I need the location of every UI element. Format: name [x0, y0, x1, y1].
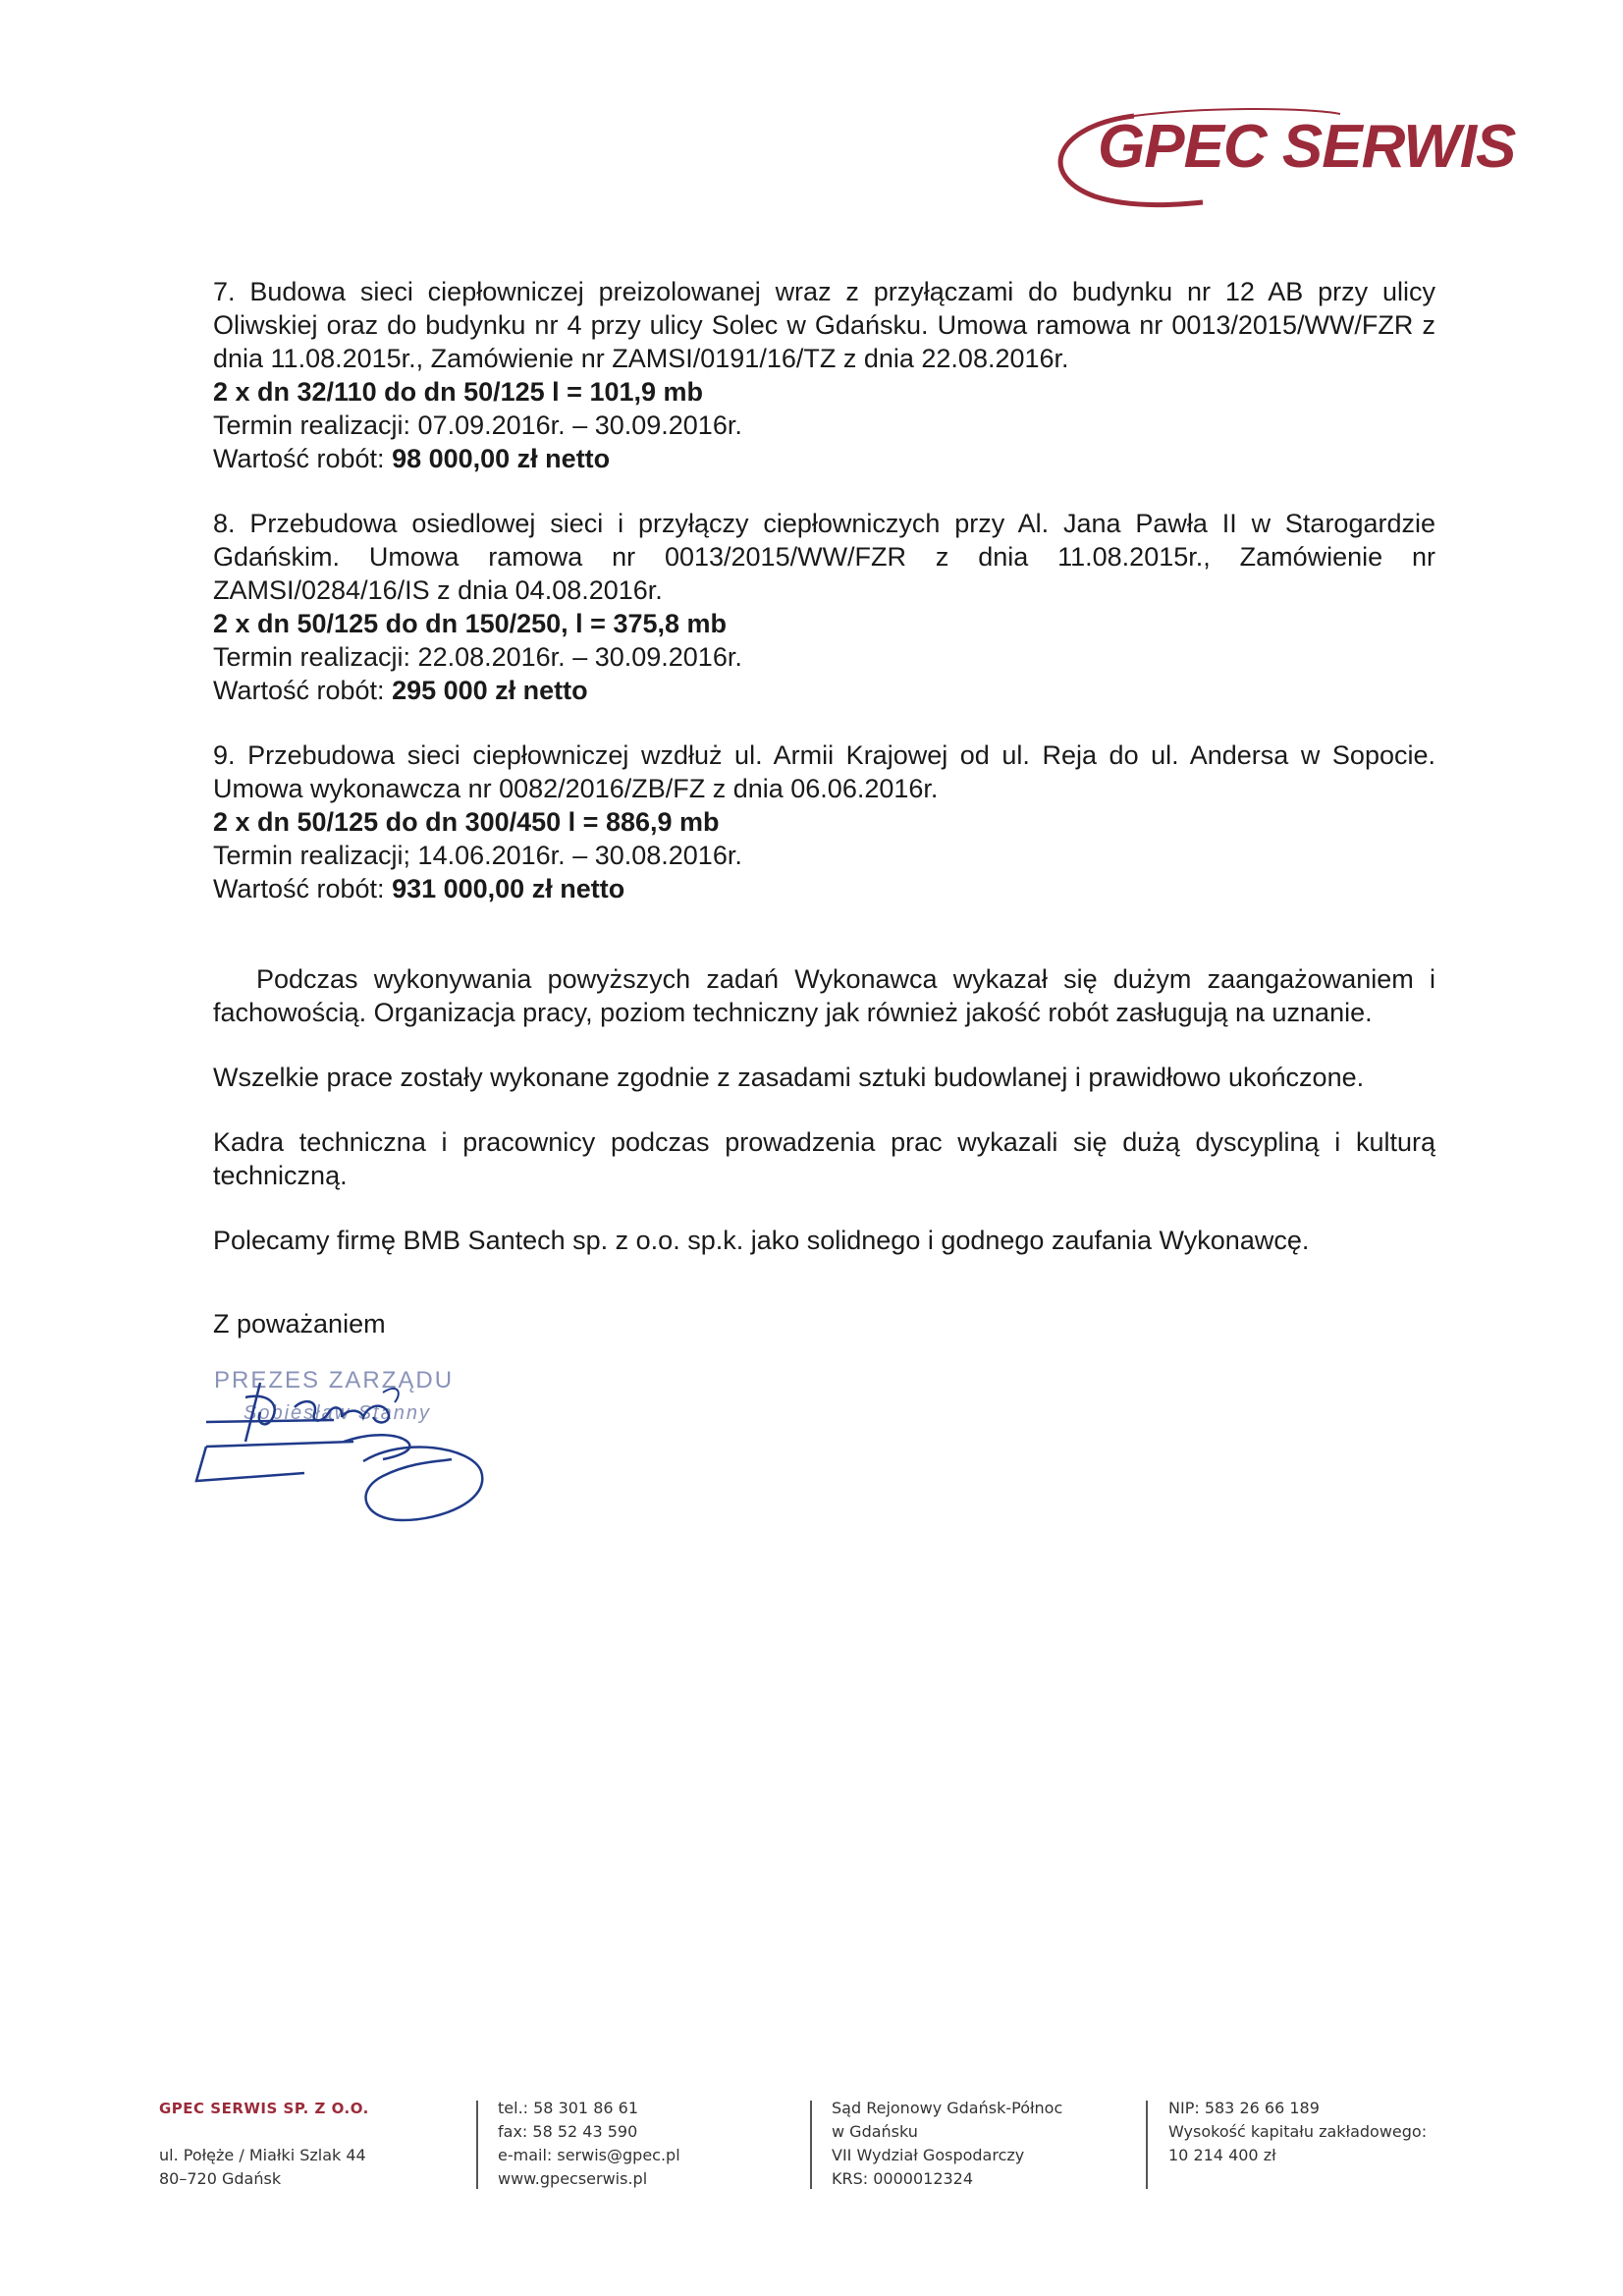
- footer-address-line: 80–720 Gdańsk: [159, 2169, 282, 2188]
- footer-divider: [1146, 2101, 1148, 2189]
- list-item: [213, 738, 1435, 905]
- item-spec: 2 x dn 32/110 do dn 50/125 l = 101,9 mb: [213, 377, 704, 407]
- letter-body: [213, 275, 1435, 1288]
- footer-capital-label: Wysokość kapitału zakładowego:: [1168, 2122, 1428, 2141]
- footer-nip: NIP: 583 26 66 189: [1168, 2099, 1320, 2117]
- signature-stamp: [187, 1363, 501, 1559]
- footer-registry: [1168, 2097, 1427, 2167]
- footer-address-line: ul. Połęże / Miałki Szlak 44: [159, 2146, 366, 2164]
- list-item: [213, 275, 1435, 475]
- footer-divider: [810, 2101, 812, 2189]
- footer-capital: 10 214 400 zł: [1168, 2146, 1276, 2164]
- item-value-label: Wartość robót:: [213, 444, 393, 473]
- item-number: 9.: [213, 740, 236, 770]
- footer-court: [832, 2097, 1062, 2191]
- footer-email: e-mail: serwis@gpec.pl: [498, 2146, 680, 2164]
- logo-text: GPEC SERWIS: [1098, 113, 1516, 181]
- footer-www: www.gpecserwis.pl: [498, 2169, 648, 2188]
- item-value-label: Wartość robót:: [213, 676, 393, 705]
- page-footer: [0, 2097, 1623, 2205]
- item-number: 7.: [213, 277, 236, 306]
- company-logo: [1016, 106, 1516, 214]
- stamp-name: Sobiesław Stanny: [243, 1402, 431, 1424]
- footer-court-line: VII Wydział Gospodarczy: [832, 2146, 1025, 2164]
- item-text: Budowa sieci ciepłowniczej preizolowanej wraz z przyłączami do budynku nr 12 AB przy ulicy Oliwskiej oraz do budynku nr 4 przy ulicy Solec w Gdańsku. Umowa ramowa nr 0013/2015/WW/FZR z dnia 11.08.2015r., Zamówienie nr ZAMSI/0191/16/TZ z dnia 22.08.2016r.: [213, 277, 1435, 373]
- paragraph: Wszelkie prace zostały wykonane zgodnie z zasadami sztuki budowlanej i prawidłowo ukończone.: [213, 1063, 1365, 1092]
- item-spec: 2 x dn 50/125 do dn 150/250, l = 375,8 mb: [213, 609, 728, 638]
- item-value-label: Wartość robót:: [213, 874, 393, 903]
- item-spec: 2 x dn 50/125 do dn 300/450 l = 886,9 mb: [213, 807, 720, 837]
- item-value: 931 000,00 zł netto: [392, 874, 625, 903]
- item-value: 295 000 zł netto: [392, 676, 588, 705]
- paragraph: Kadra techniczna i pracownicy podczas prowadzenia prac wykazali się dużą dyscypliną i kulturą techniczną.: [213, 1127, 1435, 1190]
- footer-divider: [476, 2101, 478, 2189]
- paragraph: Podczas wykonywania powyższych zadań Wykonawca wykazał się dużym zaangażowaniem i fachowością. Organizacja pracy, poziom techniczny jak również jakość robót zasługują na uznanie.: [213, 964, 1435, 1027]
- footer-company: [159, 2097, 369, 2191]
- list-item: [213, 507, 1435, 707]
- item-text: Przebudowa sieci ciepłowniczej wzdłuż ul. Armii Krajowej od ul. Reja do ul. Andersa w Sopocie. Umowa wykonawcza nr 0082/2016/ZB/FZ z dnia 06.06.2016r.: [213, 740, 1435, 803]
- footer-company-name: GPEC SERWIS SP. Z O.O.: [159, 2100, 369, 2117]
- closing-phrase: Z poważaniem: [213, 1309, 386, 1339]
- handwritten-signature-icon: [187, 1363, 501, 1559]
- item-text: Przebudowa osiedlowej sieci i przyłączy ciepłowniczych przy Al. Jana Pawła II w Starogardzie Gdańskim. Umowa ramowa nr 0013/2015/WW/FZR z dnia 11.08.2015r., Zamówienie nr ZAMSI/0284/16/IS z dnia 04.08.2016r.: [213, 509, 1435, 605]
- footer-tel: tel.: 58 301 86 61: [498, 2099, 638, 2117]
- paragraph: Polecamy firmę BMB Santech sp. z o.o. sp.k. jako solidnego i godnego zaufania Wykonawcę.: [213, 1226, 1310, 1255]
- footer-court-line: w Gdańsku: [832, 2122, 918, 2141]
- stamp-title: PREZES ZARZĄDU: [214, 1367, 455, 1394]
- item-term: Termin realizacji: 07.09.2016r. – 30.09.2016r.: [213, 410, 742, 440]
- item-term: Termin realizacji: 22.08.2016r. – 30.09.2016r.: [213, 642, 742, 672]
- item-number: 8.: [213, 509, 236, 538]
- footer-krs: KRS: 0000012324: [832, 2169, 974, 2188]
- footer-contact: [498, 2097, 680, 2191]
- item-term: Termin realizacji; 14.06.2016r. – 30.08.2016r.: [213, 841, 742, 870]
- footer-court-line: Sąd Rejonowy Gdańsk-Północ: [832, 2099, 1063, 2117]
- footer-fax: fax: 58 52 43 590: [498, 2122, 638, 2141]
- item-value: 98 000,00 zł netto: [392, 444, 611, 473]
